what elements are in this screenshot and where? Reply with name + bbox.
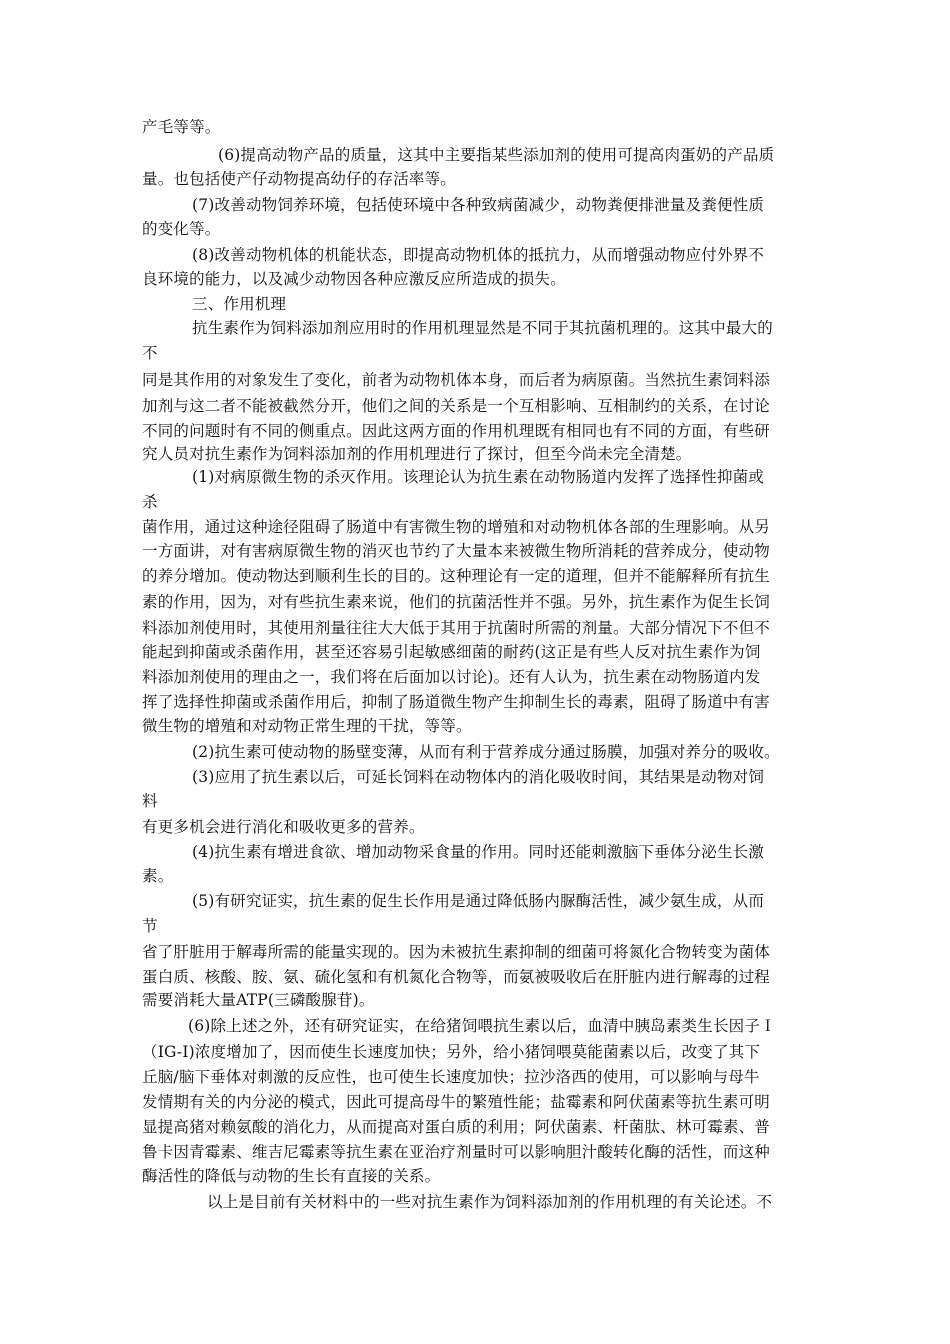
text-line: 料添加剂使用时，其使用剂量往往大大低于其用于抗菌时所需的剂量。大部分情况下不但不 xyxy=(142,619,771,637)
text-line: 有更多机会进行消化和吸收更多的营养。 xyxy=(142,818,425,836)
text-line: 节 xyxy=(142,917,158,935)
text-line: （IG-I)浓度增加了，因而使生长速度加快；另外，给小猪饲喂莫能菌素以后，改变了其下 xyxy=(142,1043,761,1061)
text-line: 能起到抑菌或杀菌作用，甚至还容易引起敏感细菌的耐药(这正是有些人反对抗生素作为饲 xyxy=(142,643,761,661)
text-line: 丘脑/脑下垂体对刺激的反应性，也可使生长速度加快；拉沙洛西的使用，可以影响与母牛 xyxy=(142,1068,760,1086)
text-line: 素。 xyxy=(142,867,174,885)
text-line: (5)有研究证实，抗生素的促生长作用是通过降低肠内脲酶活性，减少氨生成，从而 xyxy=(192,892,765,910)
text-line: 发情期有关的内分泌的模式，因此可提高母牛的繁殖性能；盐霉素和阿伏菌素等抗生素可明 xyxy=(142,1093,771,1111)
text-line: 料添加剂使用的理由之一，我们将在后面加以讨论)。还有人认为，抗生素在动物肠道内发 xyxy=(142,668,761,686)
text-line: 的变化等。 xyxy=(142,220,221,238)
text-line: 鲁卡因青霉素、维吉尼霉素等抗生素在亚治疗剂量时可以影响胆汁酸转化酶的活性，而这种 xyxy=(142,1143,771,1161)
text-line: 一方面讲，对有害病原微生物的消灭也节约了大量本来被微生物所消耗的营养成分，使动物 xyxy=(142,542,771,560)
text-line: 显提高猪对赖氨酸的消化力，从而提高对蛋白质的利用；阿伏菌素、杆菌肽、林可霉素、普 xyxy=(142,1118,771,1136)
text-line: 不同的问题时有不同的侧重点。因此这两方面的作用机理既有相同也有不同的方面，有些研 xyxy=(142,422,771,440)
section-heading: 三、作用机理 xyxy=(192,295,287,313)
text-line: 抗生素作为饲料添加剂应用时的作用机理显然是不同于其抗菌机理的。这其中最大的 xyxy=(192,319,773,337)
text-line: 加剂与这二者不能被截然分开，他们之间的关系是一个互相影响、互相制约的关系，在讨论 xyxy=(142,397,771,415)
text-line: 的养分增加。使动物达到顺利生长的目的。这种理论有一定的道理，但并不能解释所有抗生 xyxy=(142,567,771,585)
text-line: 量。也包括使产仔动物提高幼仔的存活率等。 xyxy=(142,170,457,188)
text-line: 究人员对抗生素作为饲料添加剂的作用机理进行了探讨，但至今尚未完全清楚。 xyxy=(142,445,692,463)
text-line: 需要消耗大量ATP(三磷酸腺苷)。 xyxy=(142,991,375,1009)
text-line: 产毛等等。 xyxy=(142,118,221,136)
text-line: 良环境的能力，以及减少动物因各种应激反应所造成的损失。 xyxy=(142,270,566,288)
text-line: (3)应用了抗生素以后，可延长饲料在动物体内的消化吸收时间，其结果是动物对饲 xyxy=(192,768,765,786)
text-line: (7)改善动物饲养环境，包括使环境中各种致病菌减少，动物粪便排泄量及粪便性质 xyxy=(192,196,765,214)
text-line: 以上是目前有关材料中的一些对抗生素作为饲料添加剂的作用机理的有关论述。不 xyxy=(207,1193,773,1211)
text-line: (6)除上述之外，还有研究证实，在给猪饲喂抗生素以后，血清中胰岛素类生长因子Ｉ xyxy=(188,1017,776,1035)
text-line: 杀 xyxy=(142,493,158,511)
text-line: 不 xyxy=(142,344,158,362)
text-line: (1)对病原微生物的杀灭作用。该理论认为抗生素在动物肠道内发挥了选择性抑菌或 xyxy=(192,468,765,486)
text-line: (8)改善动物机体的机能状态，即提高动物机体的抵抗力，从而增强动物应付外界不 xyxy=(192,246,765,264)
text-line: 省了肝脏用于解毒所需的能量实现的。因为未被抗生素抑制的细菌可将氮化合物转变为菌体 xyxy=(142,943,771,961)
text-line: 酶活性的降低与动物的生长有直接的关系。 xyxy=(142,1167,441,1185)
text-line: 蛋白质、核酸、胺、氨、硫化氢和有机氮化合物等，而氨被吸收后在肝脏内进行解毒的过程 xyxy=(142,968,771,986)
text-line: 同是其作用的对象发生了变化，前者为动物机体本身，而后者为病原菌。当然抗生素饲料添 xyxy=(142,371,771,389)
text-line: 素的作用，因为，对有些抗生素来说，他们的抗菌活性并不强。另外，抗生素作为促生长饲 xyxy=(142,593,771,611)
text-line: 菌作用，通过这种途径阻碍了肠道中有害微生物的增殖和对动物机体各部的生理影响。从另 xyxy=(142,518,771,536)
text-line: (2)抗生素可使动物的肠壁变薄，从而有利于营养成分通过肠膜，加强对养分的吸收。 xyxy=(192,743,780,761)
text-line: (4)抗生素有增进食欲、增加动物采食量的作用。同时还能刺激脑下垂体分泌生长激 xyxy=(192,843,765,861)
text-line: 微生物的增殖和对动物正常生理的干扰，等等。 xyxy=(142,717,472,735)
text-line: 挥了选择性抑菌或杀菌作用后，抑制了肠道微生物产生抑制生长的毒素，阻碍了肠道中有害 xyxy=(142,693,771,711)
text-line: (6)提高动物产品的质量，这其中主要指某些添加剂的使用可提高肉蛋奶的产品质 xyxy=(218,146,775,164)
text-line: 料 xyxy=(142,792,158,810)
